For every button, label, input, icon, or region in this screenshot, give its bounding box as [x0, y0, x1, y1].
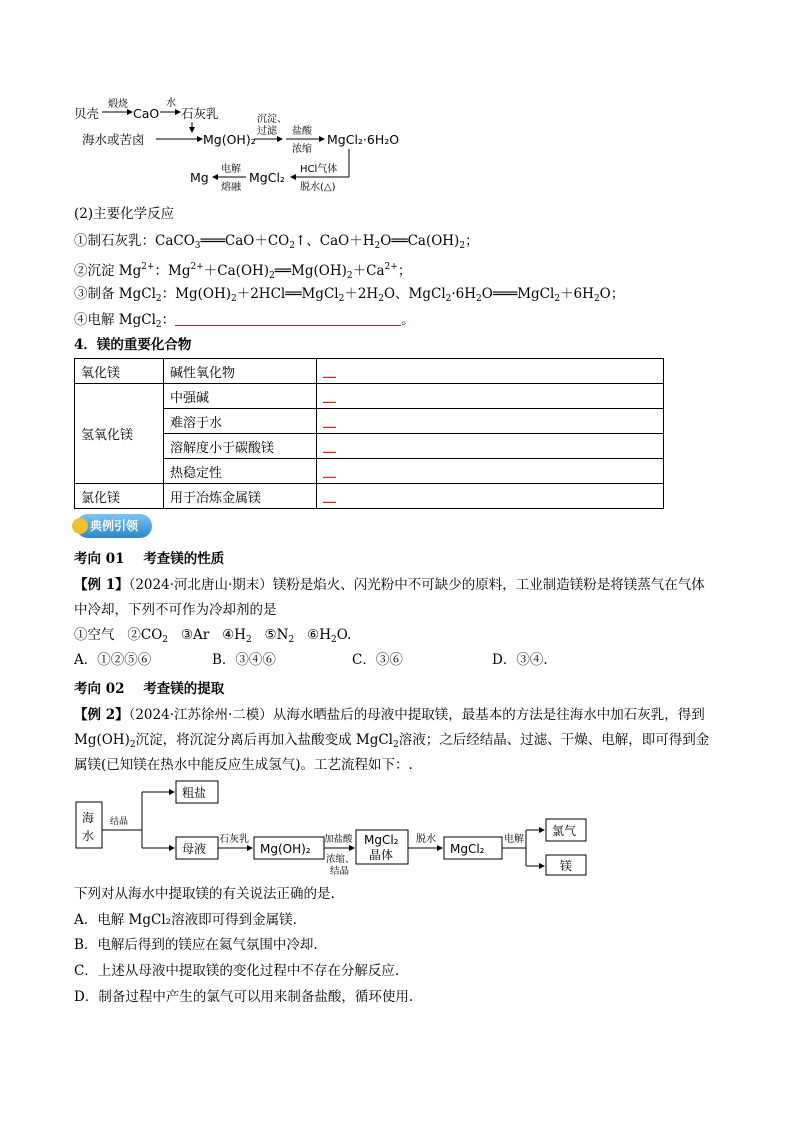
flow-dehydrate: 脱水(△): [300, 182, 336, 193]
q2-text-1: （2024·江苏徐州·二模）从海水晒盐后的母液中提取镁，最基本的方法是往海水中加石灰乳，得到: [128, 707, 705, 723]
reaction-2: ②沉淀 $Mg^{2+}$：$Mg^{2+}+Ca(OH)_2══Mg(OH)_2+Ca^{2+}$；: [74, 262, 412, 281]
reaction-4: ④电解 MgCl$_2$： 。: [74, 312, 415, 330]
q2-line2: $Mg(OH)_2$沉淀，将沉淀分离后再加入盐酸变成 MgCl$_2$溶液；之后经结晶、过滤、干燥、电解，即可得到金: [74, 732, 710, 750]
p2-conc: 浓缩、: [326, 854, 355, 865]
reaction-4-label: ④电解 MgCl: [74, 312, 156, 328]
p2-elec: 电解: [504, 834, 524, 845]
flow-hcl: 盐酸: [292, 126, 312, 137]
q1-tag: 【例 1】: [74, 577, 129, 593]
answer-cell: __: [317, 384, 664, 409]
table-row: [75, 484, 664, 509]
flow-seawater: 海水或苦卤: [82, 132, 145, 147]
q2-option-b[interactable]: B．电解后得到的镁应在氦气氛围中冷却.: [74, 937, 318, 953]
p2-crystal: 结晶: [110, 817, 129, 827]
q2-question: 下列对从海水中提取镁的有关说法正确的是.: [74, 886, 335, 902]
p2-mg: 镁: [560, 859, 573, 873]
reactions-heading: (2)主要化学反应: [74, 206, 175, 222]
flow-conc: 浓缩: [292, 144, 312, 155]
section-4-title: 4．镁的重要化合物: [74, 337, 192, 353]
q2-option-d[interactable]: D．制备过程中产生的氯气可以用来制备盐酸，循环使用.: [74, 989, 414, 1005]
reaction-1: ①制石灰乳：$CaCO_3═══CaO+CO_2↑$、$CaO+H_2O══Ca(OH)_2$；: [74, 233, 479, 251]
flow-mg: Mg: [190, 170, 209, 185]
p2-crystal-body: 晶体: [369, 848, 394, 862]
table-row: [75, 409, 664, 434]
property-cell: 难溶于水: [164, 409, 317, 434]
answer-cell: __: [317, 359, 664, 384]
q1-line1: [74, 576, 705, 594]
example-badge: [76, 514, 152, 538]
reaction-2-label: ②沉淀 Mg: [74, 263, 142, 279]
flow-calcine: 煅烧: [108, 99, 128, 110]
answer-cell: __: [317, 484, 664, 509]
p2-sea-1: 海: [82, 811, 95, 825]
q1-heading-text: 考查镁的性质: [143, 551, 225, 567]
property-cell: 用于冶炼金属镁: [164, 484, 317, 509]
reaction-3-label: ③制备 MgCl: [74, 286, 156, 302]
p2-mgcl2b: MgCl₂: [450, 842, 485, 856]
reaction-3: ③制备 MgCl$_2$：$Mg(OH)_2+2HCl══MgCl_2+2H_2O$、$MgCl_2\cdot 6H_2O═══MgCl_2+6H_2O$；: [74, 286, 625, 304]
flow-molten: 熔融: [221, 182, 241, 193]
table-row: [75, 384, 664, 409]
p2-crys: 结晶: [330, 866, 350, 876]
table-row: [75, 459, 664, 484]
p2-sea-2: 水: [82, 829, 95, 843]
compound-cell: 氯化镁: [75, 484, 164, 509]
property-cell: 热稳定性: [164, 459, 317, 484]
flow-cao: CaO: [133, 106, 160, 121]
answer-cell: __: [317, 409, 664, 434]
property-cell: 溶解度小于碳酸镁: [164, 434, 317, 459]
q2-option-c[interactable]: C．上述从母液中提取镁的变化过程中不存在分解反应.: [74, 963, 400, 979]
reaction-4-end: 。: [401, 312, 415, 328]
q2-heading-number: 考向 02: [74, 681, 125, 697]
answer-cell: __: [317, 459, 664, 484]
compound-cell: 氧化镁: [75, 359, 164, 384]
reaction-4-answer-blank: [175, 312, 401, 326]
reaction-1-label: ①制石灰乳：: [74, 233, 155, 249]
q1-heading-number: 考向 01: [74, 551, 125, 567]
flow-shell: 贝壳: [74, 106, 100, 121]
q1-heading: [74, 550, 224, 568]
badge-dot-icon: [72, 518, 88, 534]
flow-mgoh2: Mg(OH)₂: [203, 132, 256, 147]
flow-mgcl2-hydrate: MgCl₂·6H₂O: [327, 132, 400, 147]
q2-line3: 属镁(已知镁在热水中能反应生成氢气)。工艺流程如下：.: [74, 757, 413, 773]
flow-sep2: 过滤: [257, 126, 277, 137]
p2-cl2: 氯气: [552, 824, 577, 838]
p2-mgoh2: Mg(OH)₂: [260, 842, 311, 856]
property-cell: 中强碱: [164, 384, 317, 409]
compound-cell: 氢氧化镁: [75, 384, 164, 484]
p2-lime: 石灰乳: [219, 834, 249, 845]
q1-substances: ①空气 $②CO_2$ ③Ar $④H_2$ $⑤N_2$ $⑥H_2O$.: [74, 627, 352, 645]
answer-cell: __: [317, 434, 664, 459]
p2-mother: 母液: [182, 842, 207, 856]
table-row: [75, 359, 664, 384]
flow-electrolysis: 电解: [221, 164, 241, 175]
magnesium-compounds-table: [74, 358, 664, 509]
q2-heading: [74, 680, 224, 698]
q1-option-d[interactable]: D．③④.: [492, 652, 548, 668]
q1-line2: 中冷却，下列不可作为冷却剂的是: [74, 602, 277, 618]
q2-tag: 【例 2】: [74, 707, 129, 723]
q2-line1: [74, 706, 705, 724]
q2-option-a[interactable]: A．电解 MgCl₂溶液即可得到金属镁.: [74, 912, 297, 928]
badge-label: 典例引领: [89, 519, 138, 533]
seawater-magnesium-process-diagram: [74, 778, 594, 876]
p2-add-hcl: 加盐酸: [324, 834, 353, 845]
table-row: [75, 434, 664, 459]
flow-mgcl2: MgCl₂: [249, 170, 285, 185]
p2-mgcl2: MgCl₂: [364, 833, 399, 847]
flow-hcl-gas: HCl气体: [300, 164, 338, 175]
magnesium-extraction-flow-diagram: [74, 92, 414, 194]
q1-option-b[interactable]: B．③④⑥: [212, 652, 276, 668]
q2-heading-text: 考查镁的提取: [143, 681, 225, 697]
q1-option-a[interactable]: A．①②⑤⑥: [74, 652, 152, 668]
p2-dehyd: 脱水: [416, 834, 436, 845]
q1-option-c[interactable]: C．③⑥: [352, 652, 403, 668]
flow-water: 水: [166, 98, 176, 109]
property-cell: 碱性氧化物: [164, 359, 317, 384]
p2-salt: 粗盐: [182, 786, 207, 800]
flow-lime-milk: 石灰乳: [181, 106, 219, 121]
flow-sep1: 沉淀、: [257, 114, 287, 125]
q1-text-1: （2024·河北唐山·期末）镁粉是焰火、闪光粉中不可缺少的原料，工业制造镁粉是将镁蒸气在气体: [128, 577, 705, 593]
